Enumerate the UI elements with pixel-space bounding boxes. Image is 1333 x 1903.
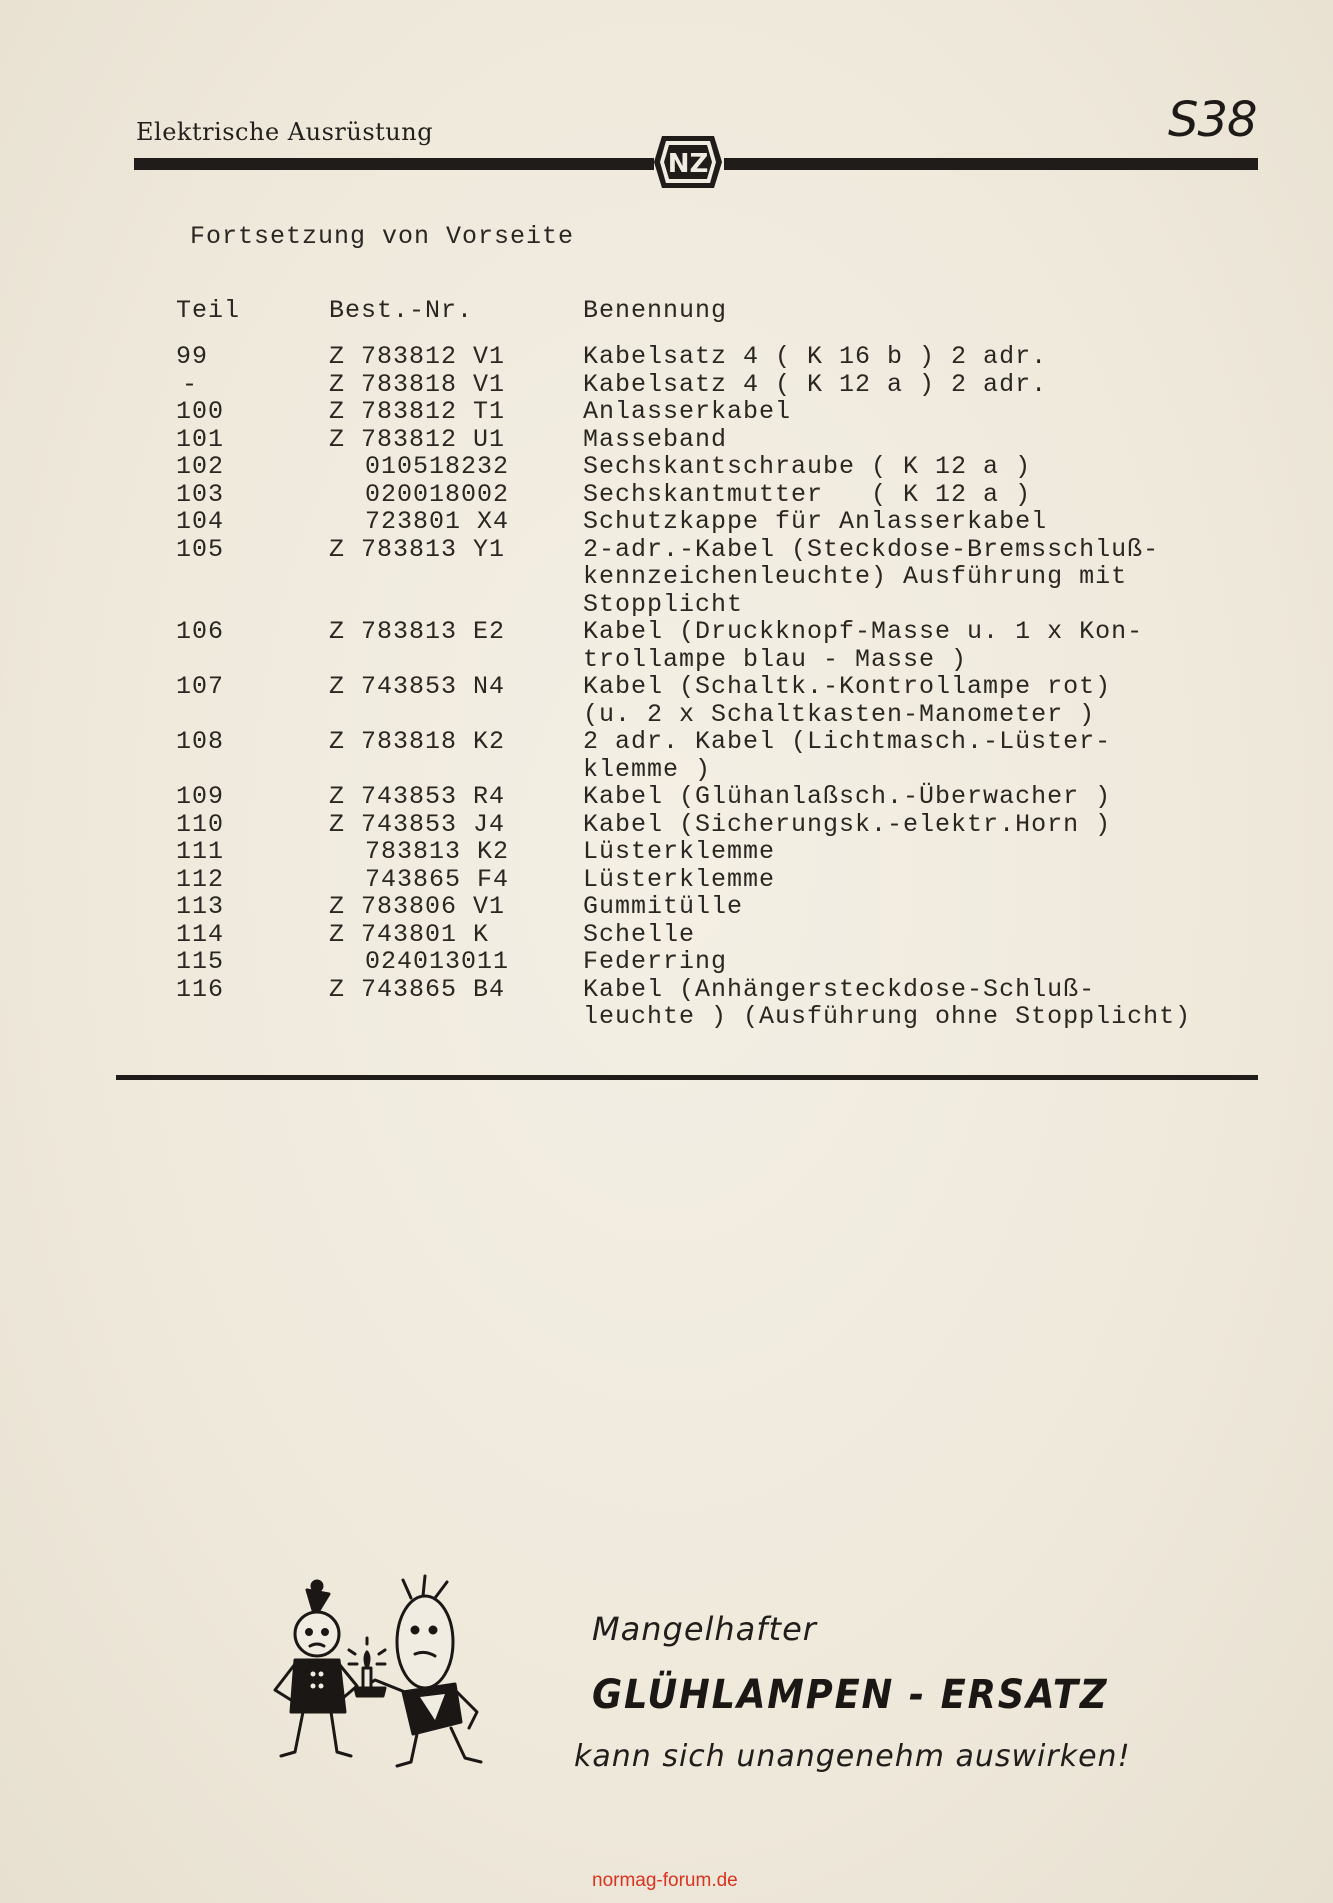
parts-row [0,508,1333,536]
part-description-line: Stopplicht [583,589,744,619]
part-number: 106 [176,617,225,646]
order-number: Z 743801 K [329,919,490,949]
part-description-line: Sechskantschraube ( K 12 a ) [583,452,1032,481]
parts-row [0,838,1333,866]
order-number: Z 783806 V1 [329,892,506,921]
part-description [583,673,1243,728]
part-description [583,811,1243,839]
parts-row [0,976,1333,1031]
part-description [583,893,1243,921]
part-description-line: Federring [583,947,728,976]
parts-row [0,343,1333,371]
part-description-line: leuchte ) (Ausführung ohne Stopplicht) [583,1002,1192,1031]
part-description-line: Schelle [583,919,696,949]
part-description-line: klemme ) [583,754,712,784]
part-number: 116 [176,974,225,1004]
part-number: 115 [176,947,225,976]
part-description [583,728,1243,783]
part-description [583,536,1243,619]
order-number: Z 783812 V1 [329,342,506,371]
part-description-line: Kabel (Anhängersteckdose-Schluß- [583,974,1096,1004]
part-description [583,838,1243,866]
part-number: 114 [176,919,225,949]
part-number: 109 [176,782,225,811]
part-description-line: Kabel (Glühanlaßsch.-Überwacher ) [583,782,1112,811]
column-header-teil: Teil [176,296,241,325]
part-description-line: Lüsterklemme [583,864,776,894]
parts-row [0,371,1333,399]
part-number: 110 [176,809,225,839]
parts-row [0,481,1333,509]
order-number: Z 783813 E2 [329,617,506,646]
part-description-line: Kabelsatz 4 ( K 12 a ) 2 adr. [583,369,1048,399]
part-description-line: Kabelsatz 4 ( K 16 b ) 2 adr. [583,342,1048,371]
order-number: Z 743853 J4 [329,809,506,839]
nz-logo [652,132,724,192]
parts-list [0,343,1333,1031]
advert-line-3: kann sich unangenehm auswirken! [574,1739,1131,1774]
part-description-line: kennzeichenleuchte) Ausführung mit [583,562,1128,591]
part-description [583,343,1243,371]
part-description-line: Kabel (Druckknopf-Masse u. 1 x Kon- [583,617,1144,646]
part-number: 102 [176,452,225,481]
part-description-line: Anlasserkabel [583,397,792,426]
parts-row [0,398,1333,426]
part-description [583,371,1243,399]
part-description-line: Schutzkappe für Anlasserkabel [583,507,1048,536]
order-number: Z 743853 R4 [329,782,506,811]
page-number: S38 [1168,92,1257,148]
continuation-note: Fortsetzung von Vorseite [190,222,575,251]
part-number: 112 [176,864,225,894]
logo-text: NZ [667,149,709,179]
footer-url[interactable]: normag-forum.de [592,1870,738,1891]
parts-row [0,811,1333,839]
parts-row [0,453,1333,481]
part-number: 101 [176,424,225,454]
parts-row [0,618,1333,673]
part-description [583,783,1243,811]
order-number: Z 783818 K2 [329,727,506,756]
order-number: Z 783812 U1 [329,424,506,454]
part-number: 113 [176,892,225,921]
order-number: Z 783818 V1 [329,369,506,399]
header-rule-left [134,158,654,170]
parts-row [0,948,1333,976]
order-number: Z 783812 T1 [329,397,506,426]
part-number: 105 [176,534,225,564]
part-number: 104 [176,507,225,536]
part-description [583,976,1243,1031]
parts-row [0,866,1333,894]
header-rule-right [724,158,1258,170]
bottom-rule [116,1075,1258,1080]
part-description [583,426,1243,454]
part-description-line: Masseband [583,424,728,454]
order-number: Z 783813 Y1 [329,534,506,564]
order-number: Z 743853 N4 [329,672,506,701]
order-number: 783813 K2 [365,837,510,866]
part-number: 103 [176,479,225,509]
part-description [583,508,1243,536]
part-description-line: Lüsterklemme [583,837,776,866]
part-number: 100 [176,397,225,426]
part-description-line: 2 adr. Kabel (Lichtmasch.-Lüster- [583,727,1112,756]
advert-line-2: GLÜHLAMPEN - ERSATZ [592,1672,1109,1718]
parts-row [0,728,1333,783]
part-description-line: Sechskantmutter ( K 12 a ) [583,479,1032,509]
column-header-benennung: Benennung [583,296,728,325]
order-number: Z 743865 B4 [329,974,506,1004]
part-description-line: trollampe blau - Masse ) [583,644,968,674]
part-number: 99 [176,342,209,371]
parts-row [0,921,1333,949]
part-description-line: Kabel (Schaltk.-Kontrollampe rot) [583,672,1112,701]
part-description [583,921,1243,949]
advert-line-1: Mangelhafter [592,1610,817,1648]
order-number: 020018002 [365,479,510,509]
part-description-line: Kabel (Sicherungsk.-elektr.Horn ) [583,809,1112,839]
parts-row [0,536,1333,619]
order-number: 723801 X4 [365,507,510,536]
parts-row [0,673,1333,728]
part-description [583,453,1243,481]
part-description [583,948,1243,976]
part-description-line: Gummitülle [583,892,744,921]
part-number: 108 [176,727,225,756]
part-description-line: 2-adr.-Kabel (Steckdose-Bremsschluß- [583,534,1160,564]
order-number: 743865 F4 [365,864,510,894]
part-description [583,866,1243,894]
part-description [583,481,1243,509]
parts-row [0,426,1333,454]
part-number: 111 [176,837,225,866]
section-title: Elektrische Ausrüstung [136,118,434,146]
parts-row [0,893,1333,921]
order-number: 024013011 [365,947,510,976]
part-description [583,398,1243,426]
column-header-best-nr: Best.-Nr. [329,296,474,325]
order-number: 010518232 [365,452,510,481]
part-number: 107 [176,672,225,701]
parts-row [0,783,1333,811]
part-description-line: (u. 2 x Schaltkasten-Manometer ) [583,699,1096,729]
cartoon-illustration [255,1572,505,1772]
part-number: - [182,369,199,399]
part-description [583,618,1243,673]
